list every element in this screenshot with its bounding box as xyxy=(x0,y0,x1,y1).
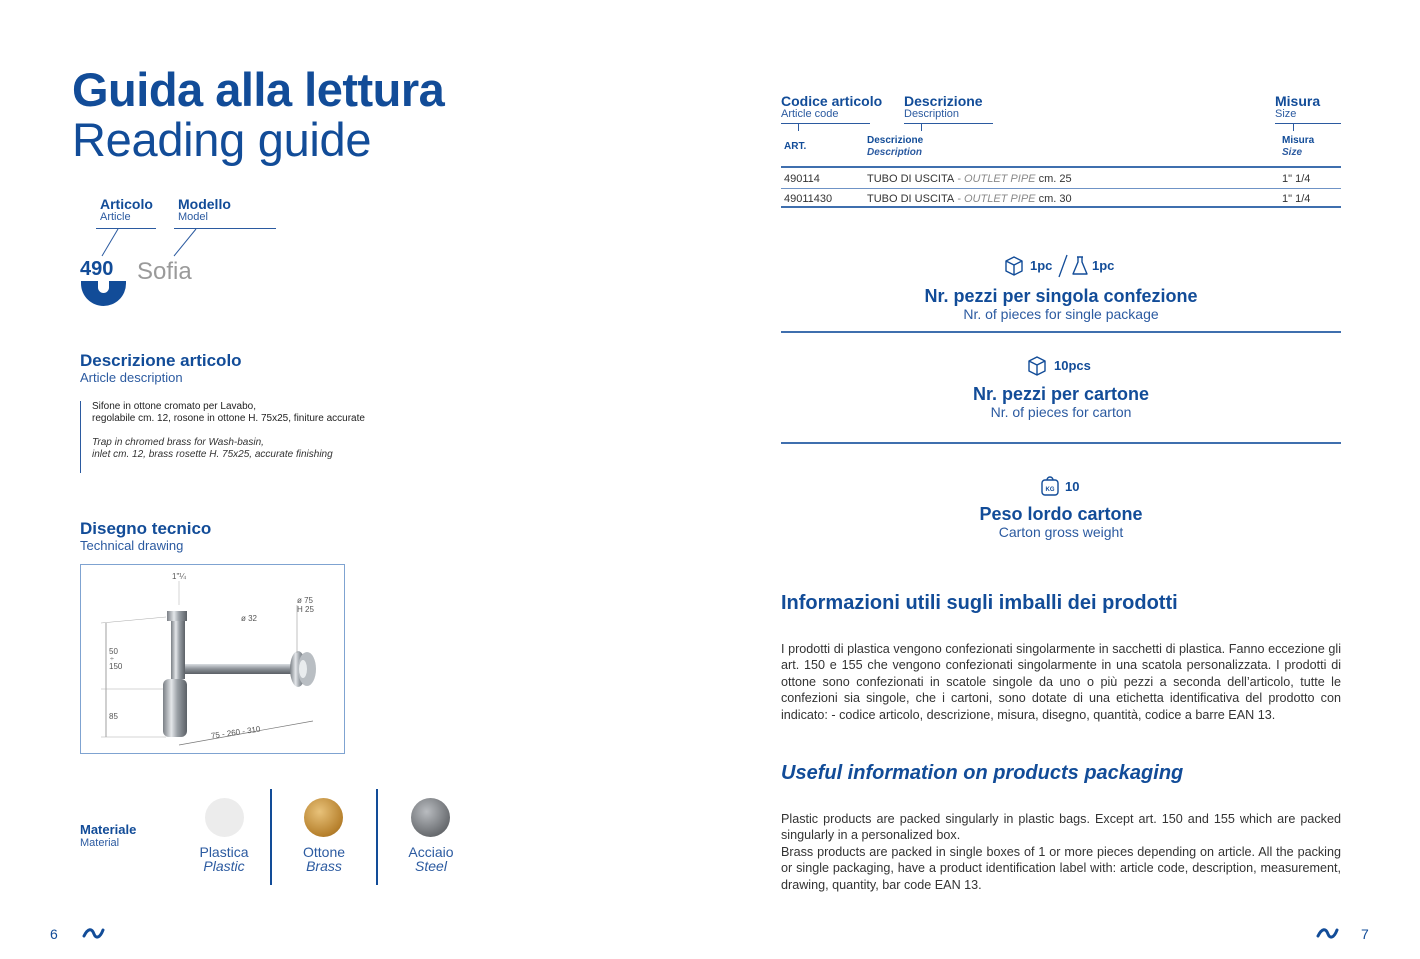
slash-divider xyxy=(1056,254,1070,278)
material-steel-en: Steel xyxy=(415,858,447,874)
code-tick xyxy=(798,124,799,131)
weight-title: Peso lordo cartone xyxy=(979,504,1143,524)
description-it-line2: regolabile cm. 12, rosone in ottone H. 75x25, finiture accurate xyxy=(92,413,365,424)
drawing-label-length: 75 - 260 - 310 xyxy=(210,724,261,741)
article-label: Articolo xyxy=(100,196,153,212)
siphon-drawing xyxy=(81,565,344,753)
single-bag-value: 1pc xyxy=(1092,258,1115,273)
table-row-rule xyxy=(781,188,1341,189)
col-desc-heading: Descrizione xyxy=(904,93,983,109)
th-art: ART. xyxy=(784,141,807,152)
row-2-code: 49011430 xyxy=(784,193,833,205)
description-it-line1: Sifone in ottone cromato per Lavabo, xyxy=(92,401,256,412)
drawing-label-h2: 150 xyxy=(109,662,123,671)
article-number: 490 xyxy=(80,258,114,280)
col-size-heading-en: Size xyxy=(1275,108,1297,120)
section-rule xyxy=(781,442,1341,444)
description-en-line2: inlet cm. 12, brass rosette H. 75x25, accurate finishing xyxy=(92,449,333,460)
size-rule xyxy=(1275,123,1341,124)
th-desc: Descrizione xyxy=(867,135,924,146)
info-title-it: Informazioni utili sugli imballi dei prodotti xyxy=(781,592,1178,614)
material-divider xyxy=(376,789,378,885)
drawing-label-h1: 50 xyxy=(109,647,118,656)
sink-logo-icon xyxy=(81,281,126,306)
col-size-heading: Misura xyxy=(1275,93,1321,109)
material-plastic-en: Plastic xyxy=(203,858,245,874)
carton-subtitle: Nr. of pieces for carton xyxy=(990,404,1132,420)
weight-values xyxy=(1040,475,1100,499)
article-label-en: Article xyxy=(100,211,131,223)
description-en-line1: Trap in chromed brass for Wash-basin, xyxy=(92,437,264,448)
model-name: Sofia xyxy=(137,258,192,285)
description-heading: Descrizione articolo xyxy=(80,351,242,370)
weight-icon xyxy=(1040,475,1060,497)
col-code-heading-en: Article code xyxy=(781,108,839,120)
row-1-desc: TUBO DI USCITA - OUTLET PIPE cm. 25 xyxy=(867,173,1072,185)
material-divider xyxy=(270,789,272,885)
th-size-en: Size xyxy=(1282,147,1303,158)
page-number-right: 7 xyxy=(1361,926,1369,942)
page-title-it: Guida alla lettura xyxy=(72,63,445,116)
row-2-size: 1" 1/4 xyxy=(1282,193,1311,205)
technical-drawing xyxy=(80,564,345,754)
drawing-heading-en: Technical drawing xyxy=(80,538,184,553)
drawing-label-diameter: ø 32 xyxy=(241,614,258,623)
single-package-title: Nr. pezzi per singola confezione xyxy=(924,286,1198,306)
info-text-en-1: Plastic products are packed singularly in plastic bags. Except art. 150 and 155 which are packed singularly in a personalized box. xyxy=(781,812,1341,843)
box-icon xyxy=(1027,356,1047,376)
material-heading-en: Material xyxy=(80,837,120,849)
description-box xyxy=(80,401,400,473)
model-label: Modello xyxy=(178,196,231,212)
single-box-value: 1pc xyxy=(1030,258,1053,273)
section-rule xyxy=(781,331,1341,333)
material-brass-it: Ottone xyxy=(302,844,346,860)
legend-pointer-lines xyxy=(90,228,210,260)
swatch-plastic xyxy=(205,798,244,837)
wave-logo-icon xyxy=(1316,924,1340,940)
code-rule xyxy=(781,123,870,124)
swatch-steel xyxy=(411,798,450,837)
drawing-label-h1b: ÷ xyxy=(110,656,114,663)
carton-title: Nr. pezzi per cartone xyxy=(972,384,1150,404)
th-desc-en: Description xyxy=(867,147,923,158)
drawing-label-h3: 85 xyxy=(109,712,118,721)
weight-icon-label: KG xyxy=(1045,487,1055,493)
col-code-heading: Codice articolo xyxy=(781,93,883,109)
info-text-en-2: Brass products are packed in single boxes of 1 or more pieces depending on article. All the packing or single packaging, have a product identification label with: article code, description, measurement, drawing, quantity, bar code EAN 13. xyxy=(781,845,1341,892)
table-header-rule xyxy=(781,166,1341,168)
info-text-it: I prodotti di plastica vengono confezionati singolarmente in sacchetti di plastica. Fanno eccezione gli art. 150 e 155 che vengono confezionati singolarmente in una scatola personalizzata. I prodotti di ottone sono confezionati in scatole singole da uno o più pezzi a seconda dell’articolo, tutte le confezioni sia singole, che i cartoni, sono dotate di una etichetta identificativa del prodotto con indicato: - codice articolo, descrizione, misura, disegno, quantità, codice a barre EAN 13. xyxy=(781,642,1341,722)
row-2-desc: TUBO DI USCITA - OUTLET PIPE cm. 30 xyxy=(867,193,1072,205)
desc-tick xyxy=(921,124,922,131)
material-brass-en: Brass xyxy=(306,858,342,874)
page-number-left: 6 xyxy=(50,926,58,942)
single-package-values xyxy=(1004,254,1124,278)
drawing-label-rosette-d: ø 75 xyxy=(297,596,314,605)
drawing-heading: Disegno tecnico xyxy=(80,519,212,538)
wave-logo-icon xyxy=(82,924,106,940)
th-size: Misura xyxy=(1282,135,1315,146)
material-plastic-it: Plastica xyxy=(199,844,249,860)
swatch-brass xyxy=(304,798,343,837)
col-desc-heading-en: Description xyxy=(904,108,960,120)
info-title-en: Useful information on products packaging xyxy=(781,762,1184,784)
weight-value: 10 xyxy=(1065,479,1080,494)
row-1-size: 1" 1/4 xyxy=(1282,173,1311,185)
size-tick xyxy=(1293,124,1294,131)
desc-rule xyxy=(904,123,993,124)
material-steel-it: Acciaio xyxy=(408,844,454,860)
carton-values xyxy=(1027,354,1127,378)
table-bottom-rule xyxy=(781,206,1341,208)
model-label-en: Model xyxy=(178,211,208,223)
drawing-label-thread: 1"¼ xyxy=(172,572,186,581)
single-package-subtitle: Nr. of pieces for single package xyxy=(963,306,1159,322)
drawing-label-rosette-h: H 25 xyxy=(297,605,314,614)
box-icon xyxy=(1004,256,1024,276)
weight-subtitle: Carton gross weight xyxy=(998,524,1124,540)
row-1-code: 490114 xyxy=(784,173,820,185)
material-heading: Materiale xyxy=(80,822,137,837)
carton-value: 10pcs xyxy=(1054,358,1091,373)
page-title-en: Reading guide xyxy=(72,113,372,166)
bag-icon xyxy=(1071,255,1089,277)
description-heading-en: Article description xyxy=(80,370,183,385)
